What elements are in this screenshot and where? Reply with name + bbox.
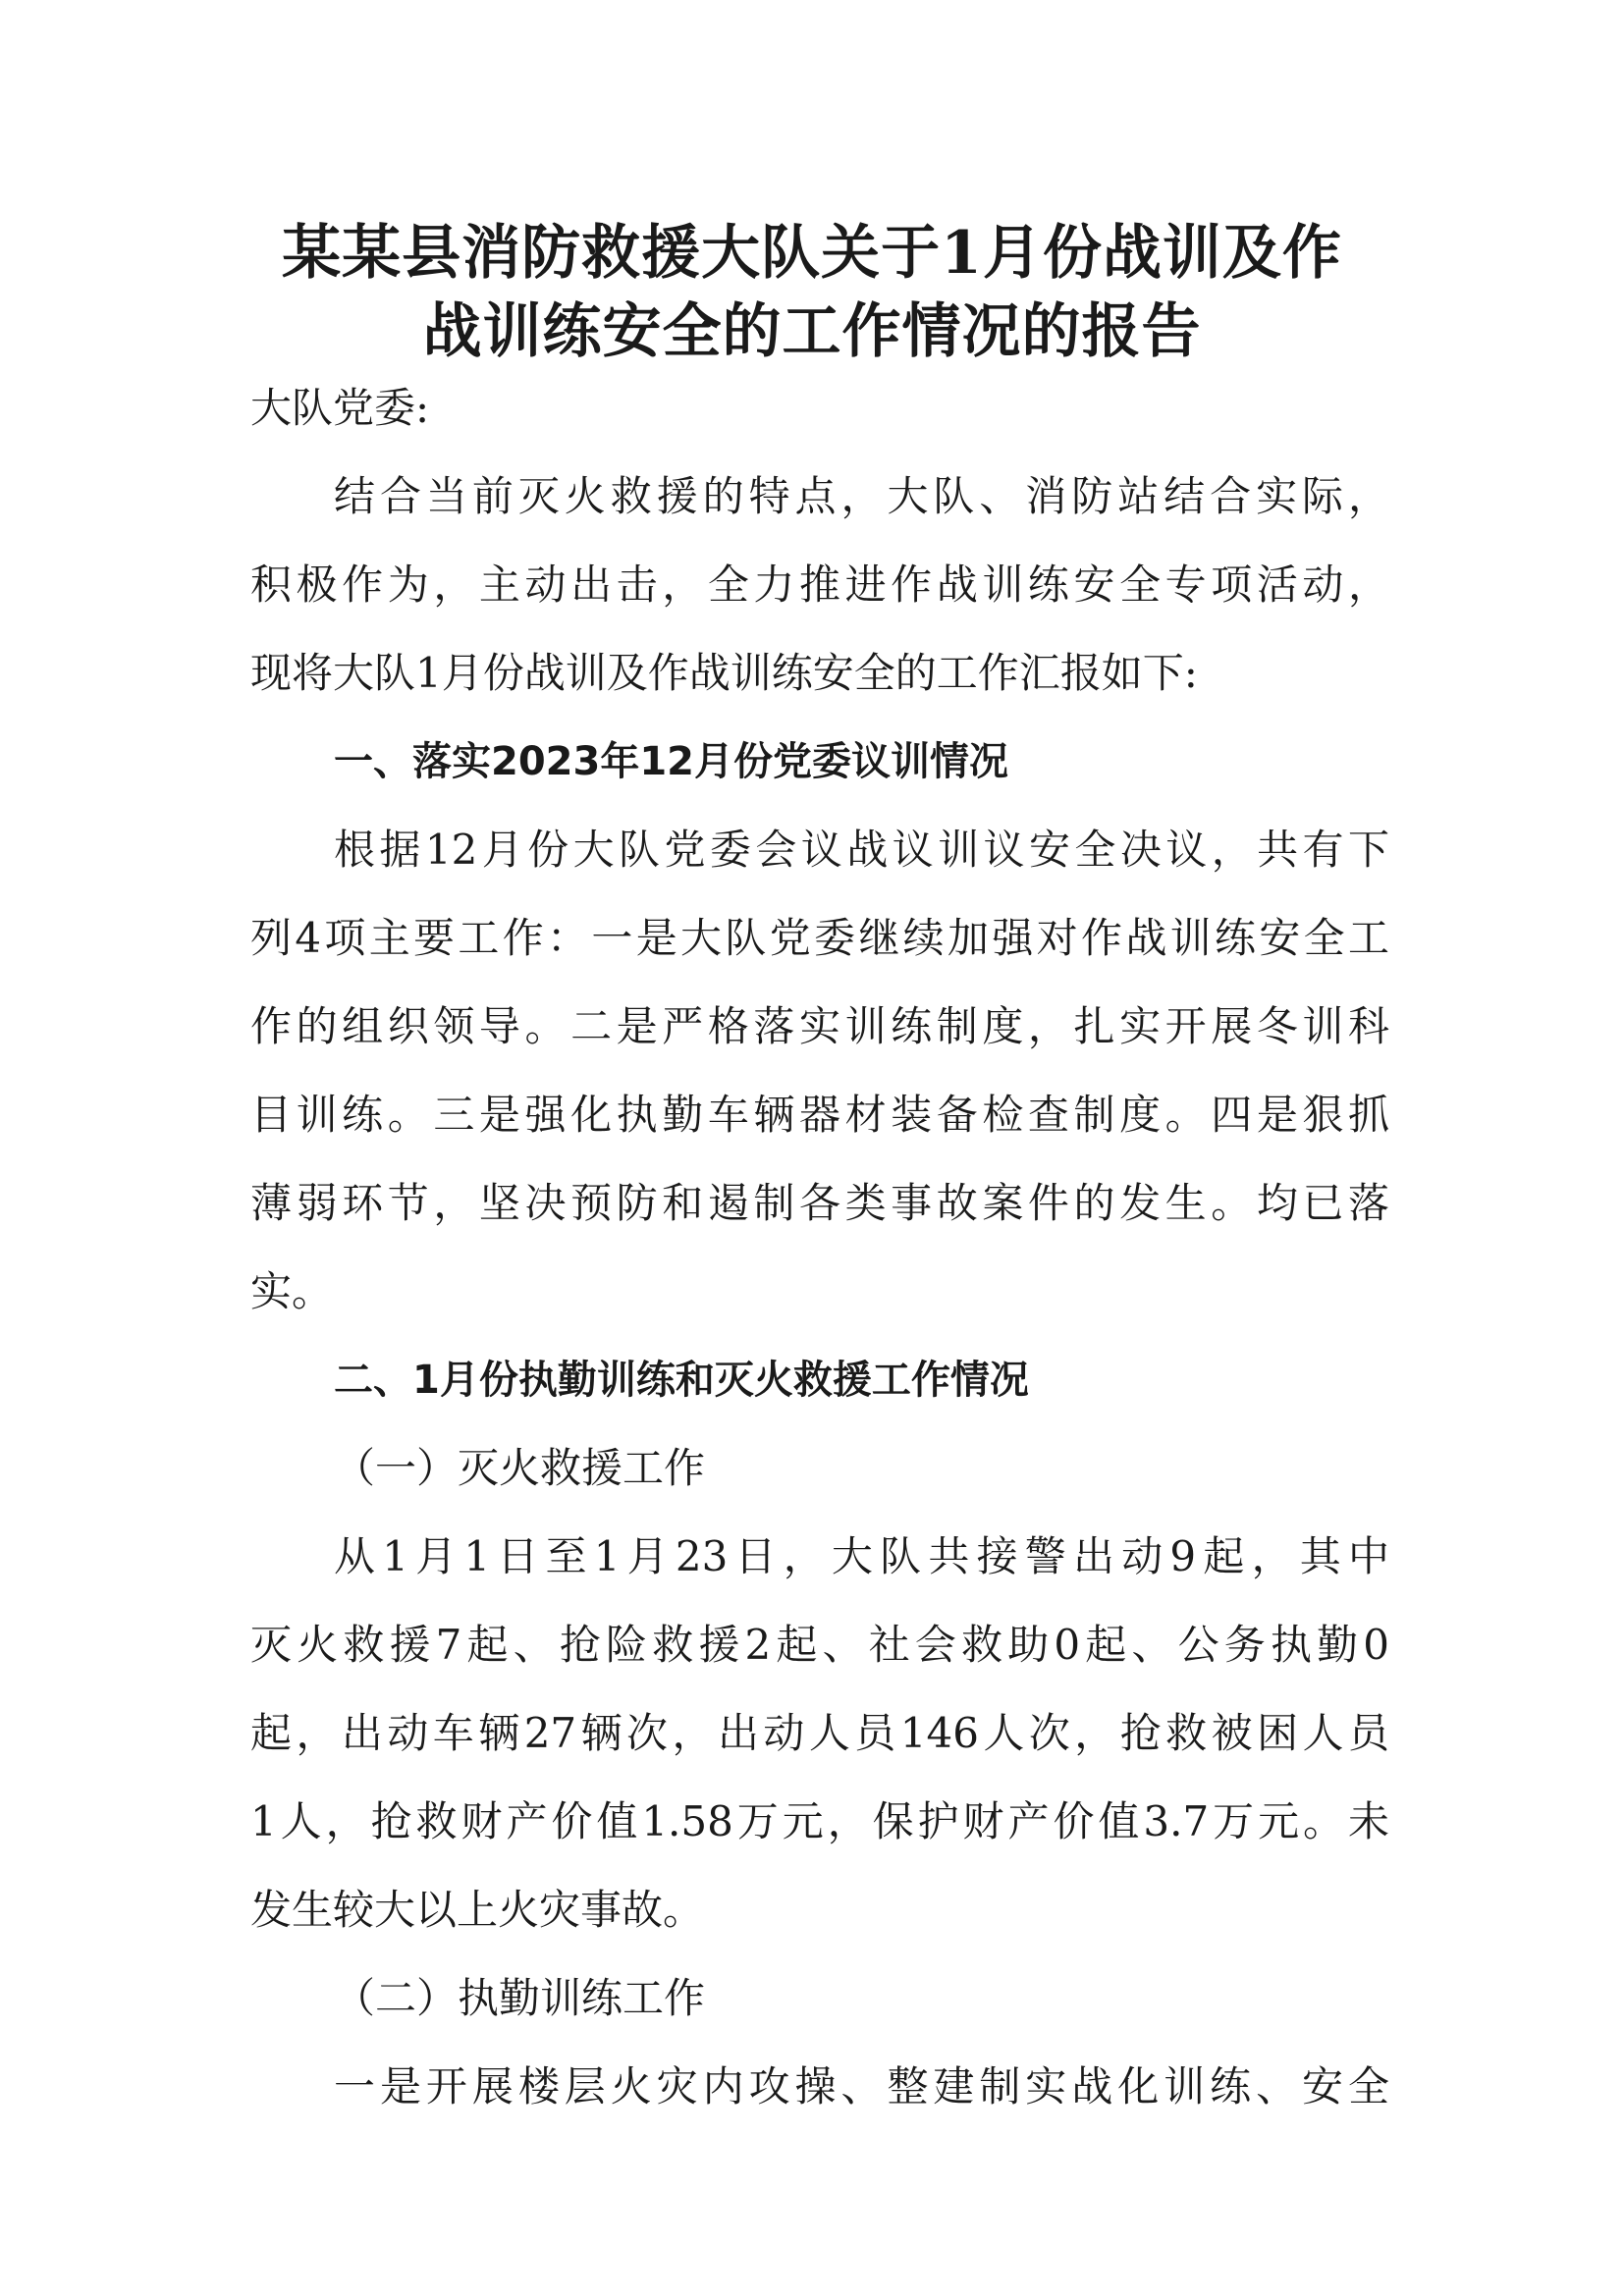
intro-line: 现将大队1月份战训及作战训练安全的工作汇报如下:	[250, 649, 1198, 697]
section-1-line: 列4项主要工作：一是大队党委继续加强对作战训练安全工	[250, 914, 1389, 962]
section-2-heading: 二、1月份执勤训练和灭火救援工作情况	[334, 1358, 1029, 1403]
intro-line: 积极作为，主动出击，全力推进作战训练安全专项活动，	[250, 561, 1389, 609]
subsection-1-line: 灭火救援7起、抢险救援2起、社会救助0起、公务执勤0	[250, 1621, 1389, 1669]
subsection-1-heading: （一）灭火救援工作	[334, 1444, 706, 1492]
document-title-line-2: 战训练安全的工作情况的报告	[422, 297, 1202, 366]
subsection-1-line: 起，出动车辆27辆次，出动人员146人次，抢救被困人员	[250, 1709, 1389, 1757]
intro-line: 结合当前灭火救援的特点，大队、消防站结合实际，	[334, 472, 1389, 520]
section-1-heading: 一、落实2023年12月份党委议训情况	[334, 739, 1008, 784]
salutation: 大队党委:	[250, 384, 430, 432]
subsection-2-heading: （二）执勤训练工作	[334, 1974, 706, 2022]
subsection-1-line: 1人，抢救财产价值1.58万元，保护财产价值3.7万元。未	[250, 1797, 1389, 1845]
subsection-1-line: 从1月1日至1月23日，大队共接警出动9起，其中	[334, 1532, 1389, 1580]
section-1-line: 实。	[250, 1267, 334, 1315]
section-1-line: 目训练。三是强化执勤车辆器材装备检查制度。四是狠抓	[250, 1091, 1389, 1139]
section-1-line: 作的组织领导。二是严格落实训练制度，扎实开展冬训科	[250, 1002, 1389, 1050]
document-title-line-1: 某某县消防救援大队关于1月份战训及作	[282, 219, 1342, 288]
section-1-line: 根据12月份大队党委会议战议训议安全决议，共有下	[334, 826, 1389, 874]
subsection-1-line: 发生较大以上火灾事故。	[250, 1886, 705, 1934]
subsection-2-line: 一是开展楼层火灾内攻操、整建制实战化训练、安全	[334, 2062, 1389, 2110]
section-1-line: 薄弱环节，坚决预防和遏制各类事故案件的发生。均已落	[250, 1179, 1389, 1227]
